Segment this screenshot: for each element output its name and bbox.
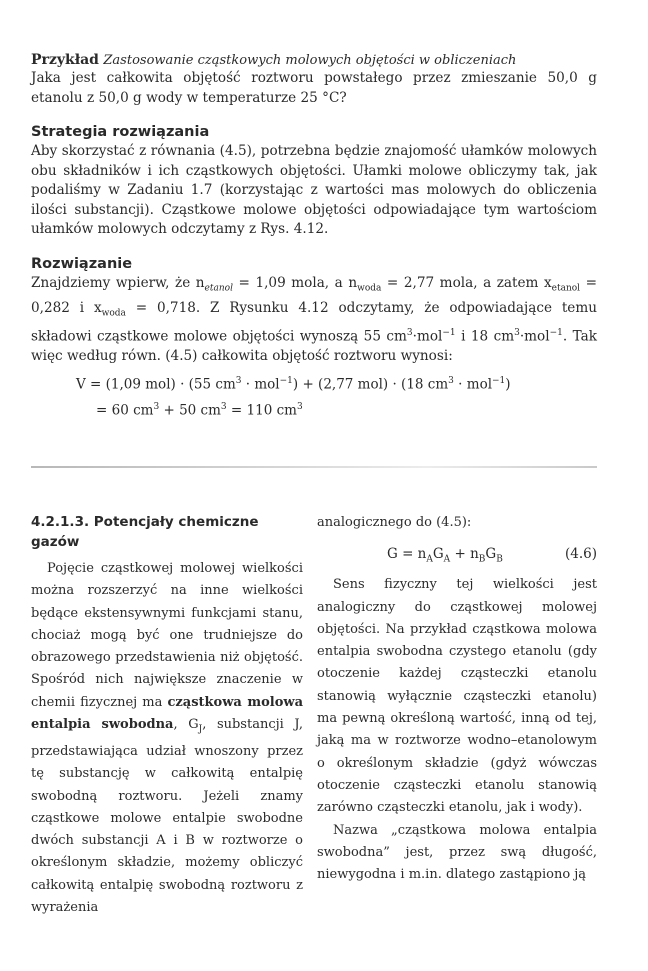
equation-4-6-expression: $G = n_AG_A + n_BG_B$: [387, 546, 503, 565]
example-heading: [31, 52, 597, 69]
example-title: Zastosowanie cząstkowych molowych objętości w obliczeniach: [103, 53, 517, 68]
section-divider: [31, 466, 597, 468]
left-paragraph: Pojęcie cząstkowej molowej wielkości można rozszerzyć na inne wielkości będące ekstensywnymi funkcjami stanu, chociaż mogą być one trudniejsze do obrazowego przedstawienia niż objętość. Spośród nich największe znaczenie w chemii fizycznej ma cząstkowa molowa entalpia swobodna, $G_J$, substancji J, przedstawiająca udział wnoszony przez tę substancję w całkowitą entalpię swobodną roztworu. Jeżeli znamy cząstkowe molowe entalpie swobodne dwóch substancji A i B w roztworze o określonym składzie, możemy obliczyć całkowitą entalpię swobodną roztworu z wyrażenia: [31, 561, 303, 916]
section-heading-gas-potentials: 4.2.1.3. Potencjały chemiczne gazów: [31, 514, 259, 550]
solution-heading: Rozwiązanie: [31, 255, 133, 272]
right-paragraph-2: Nazwa „cząstkowa molowa entalpia swobodna” jest, przez swą długość, niewygodna i m.in. dlatego zastąpiono ją: [317, 822, 597, 883]
solution-section: [31, 254, 597, 422]
example-label: Przykład: [31, 52, 99, 68]
equation-4-6: [317, 542, 597, 566]
strategy-text: Aby skorzystać z równania (4.5), potrzebna będzie znajomość ułamków molowych obu składników i ich cząstkowych objętości. Ułamki molowe obliczymy tak, jak podaliśmy w Zadaniu 1.7 (korzystając z wartości mas molowych do obliczenia ilości substancji). Cząstkowe molowe objętości odpowiadające tym wartościom ułamków molowych odczytamy z Rys. 4.12.: [31, 143, 597, 237]
strategy-heading: Strategia rozwiązania: [31, 124, 210, 140]
equation-volume-line-1: V = (1,09 mol) · (55 $cm^3 \cdot mol^{-1}) + (2,77$ mol) · (18 $cm^3 \cdot mol^{-1}$): [76, 376, 511, 393]
term-bold: cząstkowa molowa entalpia swobodna: [31, 694, 303, 733]
example-question: Jaka jest całkowita objętość roztworu powstałego przez zmieszanie 50,0 g etanolu z 50,0 g wody w temperaturze 25 °C?: [31, 70, 597, 106]
left-column: [31, 512, 303, 919]
right-paragraph-1: Sens fizyczny tej wielkości jest analogiczny do cząstkowej molowej objętości. Na przykład cząstkowa molowa entalpia swobodna czystego etanolu (gdy otoczenie każdej cząsteczki etanolu stanowią wyłącznie cząsteczki etanolu) ma pewną określoną wartość, inną od tej, jaką ma w roztworze wodno–etanolowym o określonym składzie (gdyż wówczas otoczenie cząsteczki etanolu stanowią zarówno cząsteczki etanolu, jak i wody).: [317, 577, 597, 816]
equation-number: (4.6): [564, 546, 597, 563]
right-column: [317, 512, 597, 886]
example-box: [31, 52, 597, 421]
strategy-section: [31, 122, 597, 240]
solution-text: Znajdziemy wpierw, że $n_{etanol} = 1,09$ mola, a $n_{woda} = 2,77$ mola, a zatem $x_{etanol} = 0,282$ i $x_{woda} = 0,718$. Z Rysunku 4.12 odczytamy, że odpowiadające temu składowi cząstkowe molowe objętości wynoszą 55 $cm^3\cdot mol^{-1}$ i 18 $cm^3\cdot mol^{-1}$. Tak więc według równ. (4.5) całkowita objętość roztworu wynosi:: [31, 274, 597, 364]
equation-volume-line-2: = 60 $cm^3 + 50$ $cm^3 = 110$ $cm^3$: [96, 401, 303, 419]
right-intro: analogicznego do (4.5):: [317, 515, 472, 530]
